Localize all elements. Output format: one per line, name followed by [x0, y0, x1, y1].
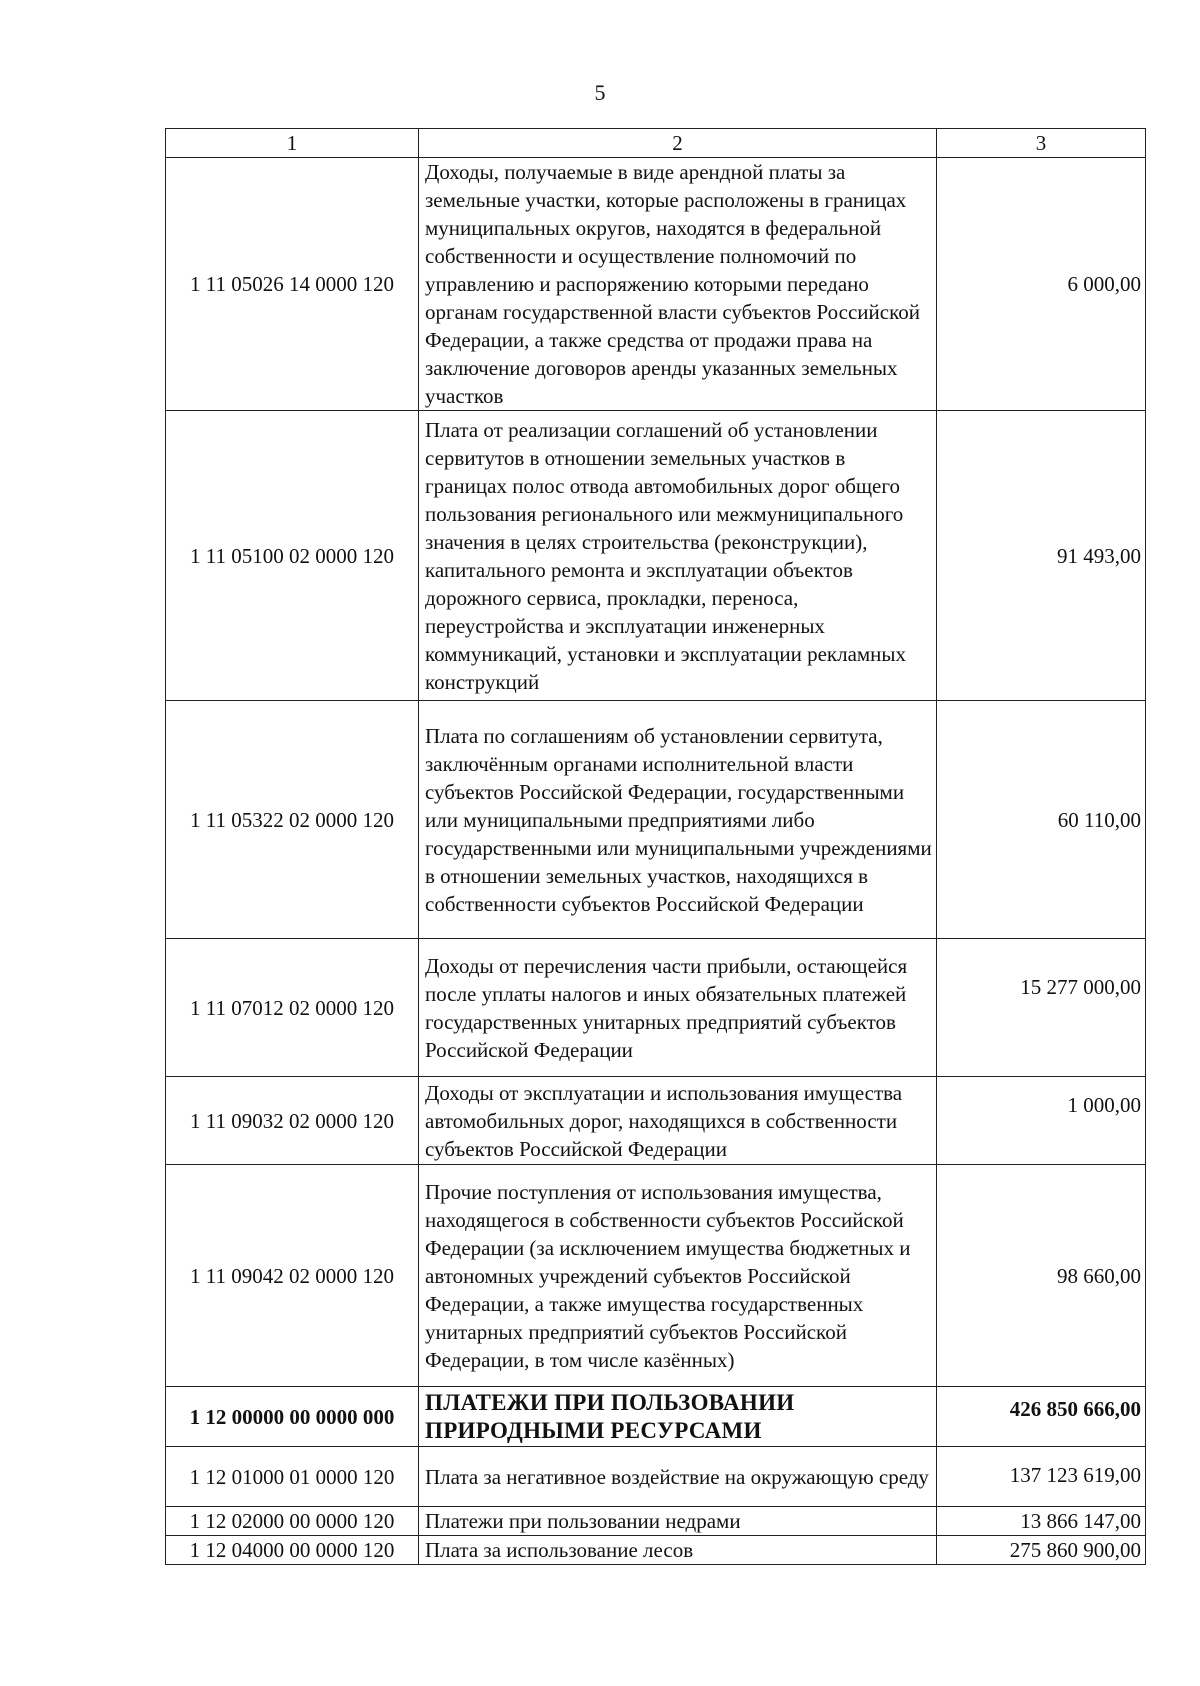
row-sum: 426 850 666,00	[937, 1387, 1146, 1447]
budget-table	[165, 128, 1146, 1565]
row-code: 1 12 02000 00 0000 120	[166, 1507, 419, 1536]
row-name: Доходы от эксплуатации и использования имущества автомобильных дорог, находящихся в собственности субъектов Российской Федерации	[419, 1077, 937, 1165]
row-code: 1 12 04000 00 0000 120	[166, 1536, 419, 1565]
table-row	[166, 1447, 1146, 1507]
row-code: 1 11 05100 02 0000 120	[166, 411, 419, 701]
row-name: Прочие поступления от использования имущества, находящегося в собственности субъектов Российской Федерации (за исключением имущества бюджетных и автономных учреждений субъектов Российской Федерации, а также имущества государственных унитарных предприятий субъектов Российской Федерации, в том числе казённых)	[419, 1165, 937, 1387]
column-header: 2	[419, 129, 937, 158]
table-row	[166, 411, 1146, 701]
row-code: 1 11 05026 14 0000 120	[166, 158, 419, 411]
row-sum: 137 123 619,00	[937, 1447, 1146, 1507]
row-sum: 60 110,00	[937, 701, 1146, 939]
column-header: 3	[937, 129, 1146, 158]
row-name: Доходы от перечисления части прибыли, остающейся после уплаты налогов и иных обязательных платежей государственных унитарных предприятий субъектов Российской Федерации	[419, 939, 937, 1077]
table-row	[166, 1165, 1146, 1387]
row-name: Плата от реализации соглашений об установлении сервитутов в отношении земельных участков в границах полос отвода автомобильных дорог общего пользования регионального или межмуниципального значения в целях строительства (реконструкции), капитального ремонта и эксплуатации объектов дорожного сервиса, прокладки, переноса, переустройства и эксплуатации инженерных коммуникаций, установки и эксплуатации рекламных конструкций	[419, 411, 937, 701]
row-sum: 15 277 000,00	[937, 939, 1146, 1077]
row-name: Платежи при пользовании недрами	[419, 1507, 937, 1536]
table-row	[166, 1077, 1146, 1165]
table-row	[166, 939, 1146, 1077]
row-name: Доходы, получаемые в виде арендной платы за земельные участки, которые расположены в границах муниципальных округов, находятся в федеральной собственности и осуществление полномочий по управлению и распоряжению которыми передано органам государственной власти субъектов Российской Федерации, а также средства от продажи права на заключение договоров аренды указанных земельных участков	[419, 158, 937, 411]
row-sum: 91 493,00	[937, 411, 1146, 701]
row-sum: 6 000,00	[937, 158, 1146, 411]
row-sum: 98 660,00	[937, 1165, 1146, 1387]
row-code: 1 11 09042 02 0000 120	[166, 1165, 419, 1387]
table-header-row	[166, 129, 1146, 158]
column-header: 1	[166, 129, 419, 158]
row-sum: 13 866 147,00	[937, 1507, 1146, 1536]
page-number: 5	[594, 80, 606, 105]
row-name: Плата по соглашениям об установлении сервитута, заключённым органами исполнительной власти субъектов Российской Федерации, государственными или муниципальными предприятиями либо государственными или муниципальными учреждениями в отношении земельных участков, находящихся в собственности субъектов Российской Федерации	[419, 701, 937, 939]
table-row	[166, 158, 1146, 411]
row-sum: 275 860 900,00	[937, 1536, 1146, 1565]
row-code: 1 11 07012 02 0000 120	[166, 939, 419, 1077]
table-row	[166, 1536, 1146, 1565]
table-row	[166, 1507, 1146, 1536]
row-name: Плата за использование лесов	[419, 1536, 937, 1565]
row-code: 1 12 00000 00 0000 000	[166, 1387, 419, 1447]
row-sum: 1 000,00	[937, 1077, 1146, 1165]
table-row	[166, 701, 1146, 939]
row-name: Плата за негативное воздействие на окружающую среду	[419, 1447, 937, 1507]
row-code: 1 12 01000 01 0000 120	[166, 1447, 419, 1507]
row-code: 1 11 05322 02 0000 120	[166, 701, 419, 939]
row-name: ПЛАТЕЖИ ПРИ ПОЛЬЗОВАНИИ ПРИРОДНЫМИ РЕСУРСАМИ	[419, 1387, 937, 1447]
table-row	[166, 1387, 1146, 1447]
row-code: 1 11 09032 02 0000 120	[166, 1077, 419, 1165]
